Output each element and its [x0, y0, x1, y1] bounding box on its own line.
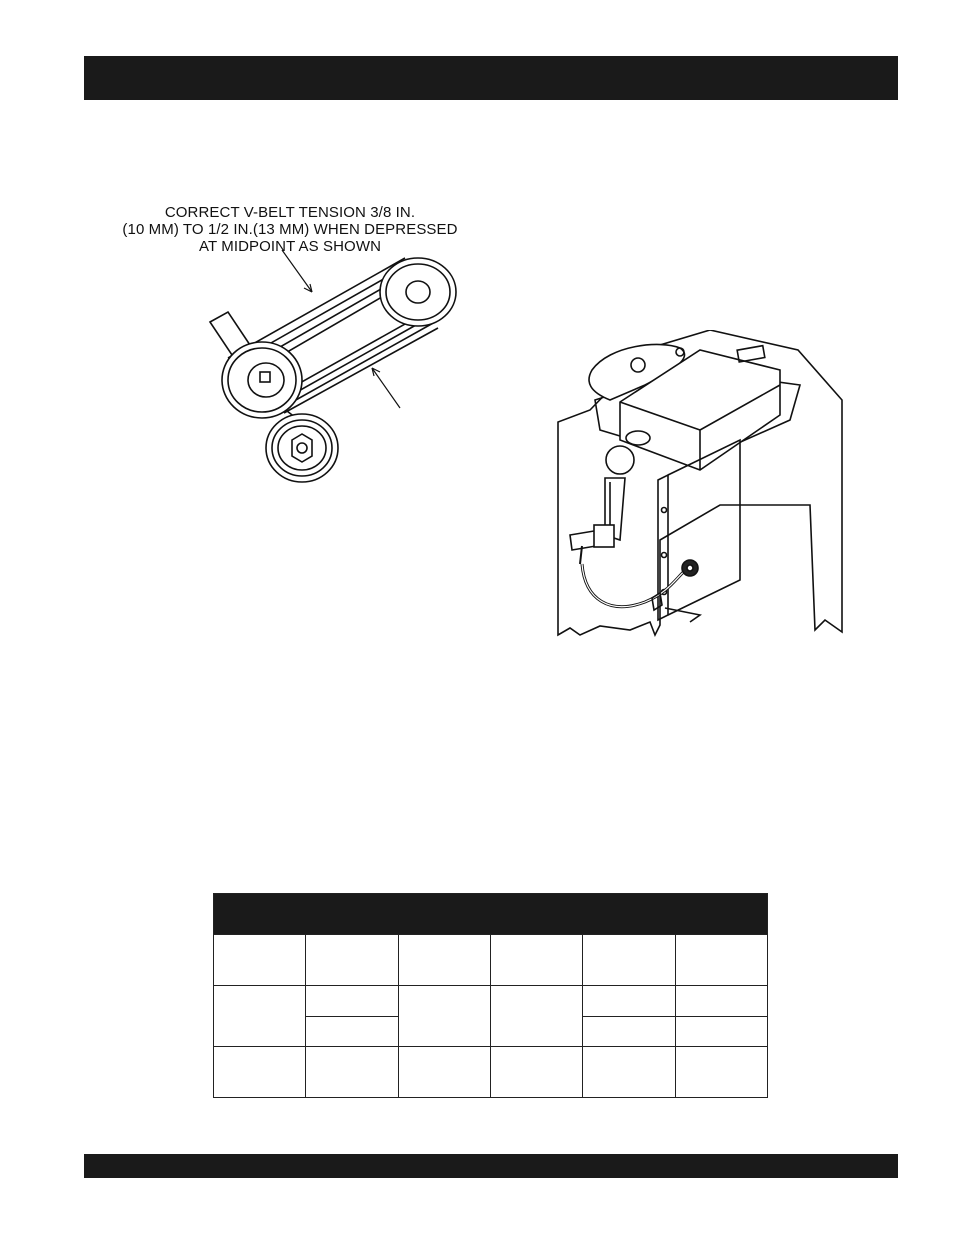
specification-table — [213, 893, 768, 1098]
table-cell — [675, 1017, 767, 1047]
table-cell — [675, 986, 767, 1017]
table-cell — [583, 986, 675, 1017]
table-cell — [490, 986, 582, 1047]
table-cell — [398, 1047, 490, 1098]
table-cell — [398, 935, 490, 986]
table-cell — [490, 935, 582, 986]
caption-line-2: (10 MM) TO 1/2 IN.(13 MM) WHEN DEPRESSED — [122, 221, 458, 238]
table-cell — [214, 986, 306, 1047]
table-cell — [306, 935, 398, 986]
v-belt-tension-caption — [90, 204, 490, 255]
table-row — [214, 1047, 768, 1098]
table-row — [214, 935, 768, 986]
v-belt-pulley-illustration — [200, 250, 470, 490]
table-cell — [675, 935, 767, 986]
table-cell — [214, 1047, 306, 1098]
caption-line-3: AT MIDPOINT AS SHOWN — [198, 238, 382, 255]
table-cell — [583, 1017, 675, 1047]
table-cell — [214, 935, 306, 986]
table-cell — [583, 1047, 675, 1098]
table-cell — [306, 1017, 398, 1047]
table-row — [214, 986, 768, 1017]
table-cell — [306, 1047, 398, 1098]
gauge-assembly-illustration — [550, 330, 850, 640]
table-cell — [675, 1047, 767, 1098]
table-cell — [398, 986, 490, 1047]
table-cell — [490, 1047, 582, 1098]
footer-bar — [84, 1154, 898, 1178]
table-cell — [306, 986, 398, 1017]
table-cell — [583, 935, 675, 986]
header-bar — [84, 56, 898, 100]
table-header — [214, 894, 768, 935]
caption-line-1: CORRECT V-BELT TENSION 3/8 IN. — [164, 204, 416, 221]
